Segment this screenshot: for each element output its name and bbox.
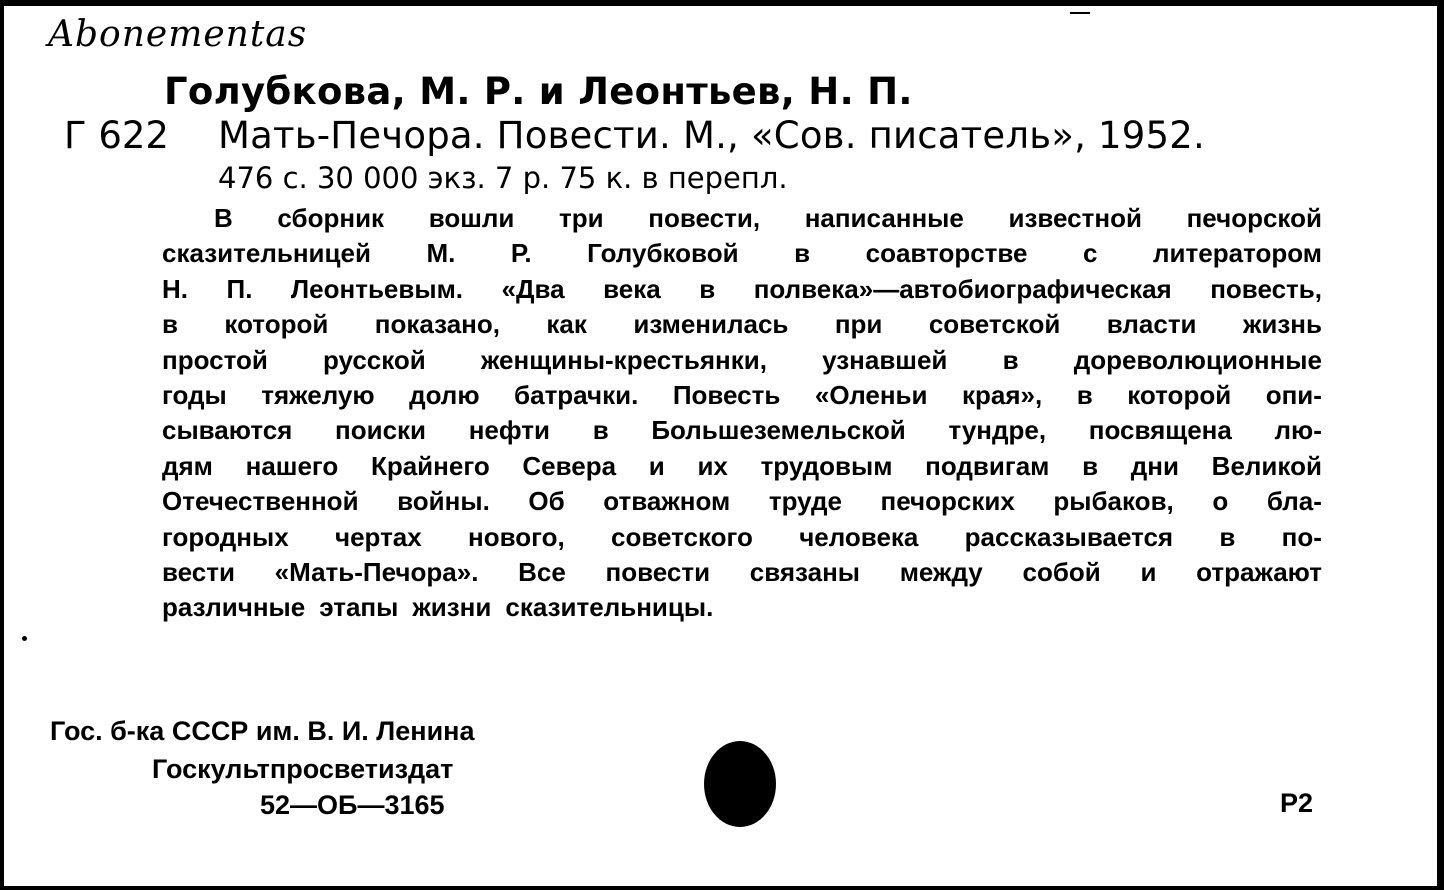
classification-code: Р2	[1280, 788, 1314, 818]
annotation-word: между	[899, 556, 983, 587]
annotation-word: полвека»—автобиографическая	[753, 273, 1172, 304]
annotation-word: жизнь	[1242, 309, 1322, 340]
annotation-word: сываются	[162, 415, 293, 446]
annotation-word: известной	[1008, 203, 1142, 233]
annotation-word: по-	[1281, 521, 1322, 552]
annotation-word: изменилась	[633, 309, 789, 340]
annotation-word: опи-	[1265, 379, 1322, 410]
annotation-line	[162, 343, 1322, 378]
annotation-word: показано,	[374, 309, 500, 340]
annotation-word: тяжелую	[261, 379, 375, 410]
annotation-word: в	[162, 309, 178, 340]
annotation-word: русской	[322, 344, 426, 375]
annotation-word: печорской	[1186, 203, 1322, 233]
annotation-word: повести,	[648, 203, 761, 233]
annotation-word: Голубковой	[587, 238, 739, 269]
annotation-word: жизни	[412, 592, 492, 623]
punch-hole	[704, 741, 776, 827]
annotation-word: нашего	[245, 450, 339, 481]
annotation-word: узнавшей	[822, 344, 948, 375]
annotation-word: Великой	[1211, 450, 1322, 481]
annotation-word: в	[1219, 521, 1236, 552]
annotation-word: труде	[768, 486, 842, 517]
annotation-word: нефти	[468, 415, 551, 446]
annotation-word: собой	[1022, 556, 1101, 587]
annotation-word: М.	[426, 238, 456, 269]
publisher-name: Госкультпросветиздат	[152, 754, 454, 784]
annotation-word: Большеземельской	[651, 415, 906, 446]
annotation-word: «Два	[501, 273, 565, 304]
annotation	[162, 201, 1322, 626]
annotation-word: батрачки.	[514, 379, 639, 410]
annotation-word: которой	[1127, 379, 1232, 410]
annotation-word: написанные	[804, 203, 964, 233]
annotation-word: о	[1212, 486, 1229, 517]
annotation-line	[162, 307, 1322, 342]
annotation-word: сборник	[277, 203, 385, 233]
annotation-word: городных	[162, 521, 289, 552]
annotation-word: посвящена	[1088, 415, 1232, 446]
annotation-word: рассказывается	[964, 521, 1174, 552]
annotation-line	[162, 413, 1322, 448]
annotation-word: годы	[162, 379, 227, 410]
ink-dot	[22, 636, 27, 641]
annotation-word: связаны	[749, 556, 860, 587]
annotation-word: чертах	[334, 521, 422, 552]
annotation-word: в	[1082, 450, 1099, 481]
annotation-word: Повесть	[672, 379, 781, 410]
annotation-word: их	[697, 450, 728, 481]
annotation-word: Леонтьевым.	[290, 273, 464, 304]
annotation-line	[162, 590, 1322, 625]
annotation-word: «Мать-Печора».	[274, 556, 479, 587]
annotation-word: дям	[162, 450, 213, 481]
annotation-word: Н.	[162, 273, 188, 304]
annotation-word: различные	[162, 592, 306, 623]
annotation-word: которой	[224, 309, 329, 340]
annotation-word: отражают	[1196, 556, 1322, 587]
annotation-line	[162, 236, 1322, 271]
annotation-word: Все	[518, 556, 566, 587]
annotation-word: соавторстве	[865, 238, 1028, 269]
annotation-word: советского	[611, 521, 753, 552]
annotation-word: трудовым	[760, 450, 893, 481]
annotation-word: печорских	[880, 486, 1015, 517]
library-name: Гос. б-ка СССР им. В. И. Ленина	[50, 716, 475, 746]
annotation-word: Р.	[510, 238, 532, 269]
annotation-word: сказительницей	[162, 238, 371, 269]
annotation-word: отважном	[603, 486, 731, 517]
annotation-word: этапы	[319, 592, 399, 623]
annotation-word: войны.	[397, 486, 490, 517]
annotation-word: вести	[162, 556, 235, 587]
annotation-word: советской	[928, 309, 1061, 340]
handwritten-note: Abonementas	[48, 14, 308, 55]
card-number: 52—ОБ—3165	[260, 790, 445, 820]
annotation-word: Об	[528, 486, 565, 517]
annotation-word: с	[1083, 238, 1098, 269]
annotation-word: как	[546, 309, 587, 340]
annotation-word: дореволюционные	[1073, 344, 1322, 375]
annotation-word: бла-	[1266, 486, 1322, 517]
annotation-word: П.	[226, 273, 253, 304]
annotation-word: вошли	[428, 203, 515, 233]
annotation-word: в	[1076, 379, 1093, 410]
annotation-word: человека	[799, 521, 919, 552]
annotation-word: женщины-крестьянки,	[480, 344, 767, 375]
annotation-word: подвигам	[925, 450, 1050, 481]
annotation-word: власти	[1106, 309, 1197, 340]
annotation-word: дни	[1130, 450, 1179, 481]
annotation-word: поиски	[335, 415, 427, 446]
annotation-word: «Оленьи	[814, 379, 928, 410]
annotation-word: три	[559, 203, 604, 233]
annotation-word: в	[1002, 344, 1019, 375]
annotation-word: сказительницы.	[505, 592, 714, 623]
annotation-word: в	[592, 415, 609, 446]
annotation-line	[162, 484, 1322, 519]
annotation-word: при	[834, 309, 883, 340]
annotation-word: лю-	[1274, 415, 1322, 446]
annotation-line	[162, 449, 1322, 484]
annotation-word: нового,	[468, 521, 565, 552]
annotation-line	[162, 201, 1322, 236]
annotation-word: Отечественной	[162, 486, 359, 517]
annotation-line	[162, 272, 1322, 307]
annotation-word: и	[648, 450, 665, 481]
annotation-word: в	[699, 273, 716, 304]
edge-mark	[1070, 12, 1090, 14]
annotation-word: рыбаков,	[1053, 486, 1174, 517]
annotation-word: тундре,	[948, 415, 1047, 446]
annotation-word: повести	[605, 556, 711, 587]
imprint-line: 476 с. 30 000 экз. 7 р. 75 к. в перепл.	[218, 161, 788, 195]
annotation-word: долю	[409, 379, 480, 410]
authors: Голубкова, М. Р. и Леонтьев, Н. П.	[164, 70, 913, 113]
annotation-word: литератором	[1153, 238, 1322, 269]
annotation-line	[162, 555, 1322, 590]
annotation-word: Севера	[522, 450, 617, 481]
annotation-line	[162, 520, 1322, 555]
annotation-word: Крайнего	[370, 450, 490, 481]
annotation-word: повесть,	[1210, 273, 1322, 304]
annotation-word: и	[1140, 556, 1157, 587]
annotation-word: края»,	[962, 379, 1043, 410]
call-number: Г 622	[64, 114, 169, 157]
annotation-word: простой	[162, 344, 268, 375]
annotation-word: в	[794, 238, 811, 269]
annotation-line	[162, 378, 1322, 413]
title-line: Мать-Печора. Повести. М., «Сов. писатель», 1952.	[218, 114, 1205, 157]
annotation-word: В	[214, 203, 233, 233]
annotation-word: века	[603, 273, 661, 304]
